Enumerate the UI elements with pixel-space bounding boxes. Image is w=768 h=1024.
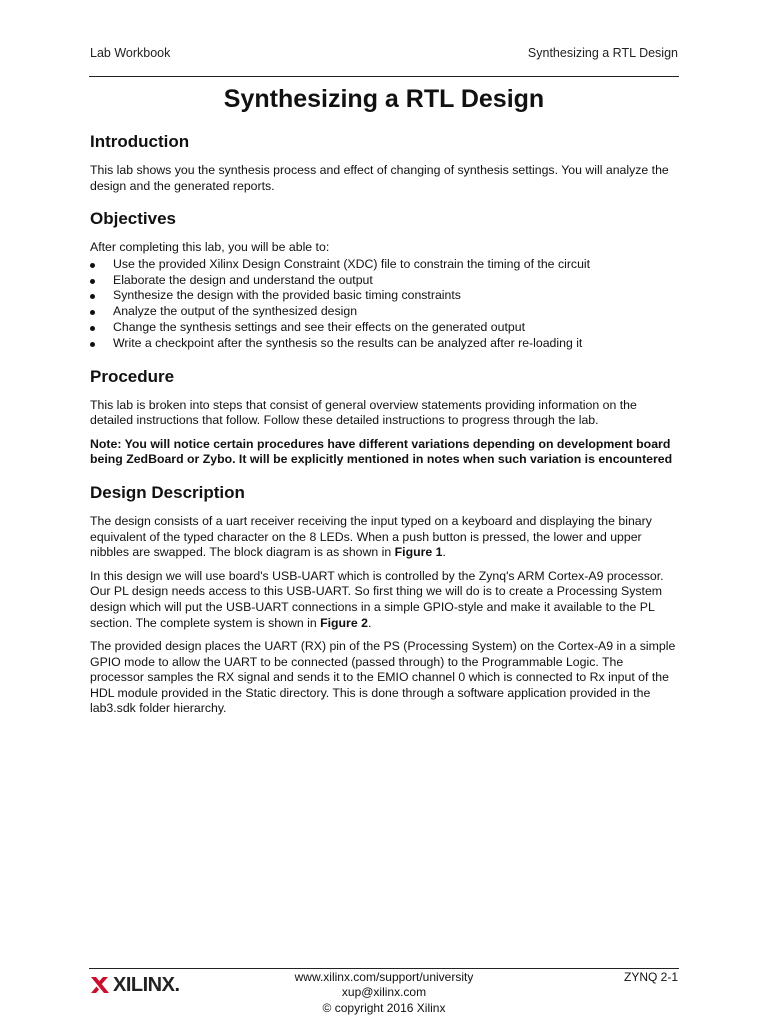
list-item-text: Analyze the output of the synthesized design: [113, 304, 358, 319]
figure-1-reference: Figure 1: [394, 545, 443, 560]
objectives-heading: Objectives: [90, 209, 176, 229]
footer-copyright: © copyright 2016 Xilinx: [322, 1000, 446, 1015]
design-paragraph-2-text: In this design we will use board's USB-UART which is controlled by the Zynq's ARM Cortex-A9 processor. Our PL design needs access to this USB-UART. So first thing we will do is to create a Processing System design which will put the USB-UART connections in a simple GPIO-style and make it available to the PL section. The complete system is shown in: [90, 568, 664, 630]
bullet-icon: [90, 342, 95, 347]
page-title: Synthesizing a RTL Design: [223, 85, 545, 113]
objectives-list: [90, 257, 678, 352]
introduction-heading: Introduction: [90, 132, 190, 151]
footer-email[interactable]: xup@xilinx.com: [341, 985, 427, 1000]
list-item: [90, 257, 678, 273]
page-number: ZYNQ 2-1: [623, 970, 678, 984]
page-content: [90, 82, 678, 725]
list-item: [90, 273, 678, 289]
figure-2-reference: Figure 2: [320, 615, 368, 630]
xilinx-logo-text: XILINX.: [113, 973, 180, 996]
design-paragraph-2: [90, 569, 678, 631]
bullet-icon: [90, 310, 95, 315]
bullet-icon: [90, 326, 95, 331]
footer-divider: [89, 968, 679, 969]
design-paragraph-1-text: The design consists of a uart receiver receiving the input typed on a keyboard and displaying the binary equivalent of the typed character on the 8 LEDs. When a push button is pressed, the lower and upper nibbles are swapped. The block diagram is as shown in: [90, 513, 652, 560]
list-item-text: Use the provided Xilinx Design Constraint (XDC) file to constrain the timing of the circuit: [113, 256, 591, 271]
list-item-text: Elaborate the design and understand the output: [113, 272, 373, 287]
bullet-icon: [90, 279, 95, 284]
list-item: [90, 336, 678, 352]
design-paragraph-2-end: .: [367, 615, 372, 630]
design-paragraph-3: The provided design places the UART (RX) pin of the PS (Processing System) on the Cortex-A9 in a simple GPIO mode to allow the UART to be connected (passed through) to the Programmable Logic. The processor samples the RX signal and sends it to the EMIO channel 0 which is connected to Rx input of the HDL module provided in the Static directory. This is done through a software application provided in the lab3.sdk folder hierarchy.: [90, 639, 676, 716]
design-paragraph-1: [90, 514, 678, 561]
objectives-lead: After completing this lab, you will be able to:: [90, 240, 330, 255]
bullet-icon: [90, 263, 95, 268]
running-header: [90, 46, 678, 60]
list-item-text: Synthesize the design with the provided basic timing constraints: [113, 288, 461, 303]
bullet-icon: [90, 294, 95, 299]
footer-url[interactable]: www.xilinx.com/support/university: [294, 970, 474, 984]
procedure-paragraph: This lab is broken into steps that consist of general overview statements providing information on the detailed instructions that follow. Follow these detailed instructions to progress through the lab.: [90, 397, 637, 428]
header-right-text: Synthesizing a RTL Design: [527, 46, 678, 60]
introduction-paragraph: This lab shows you the synthesis process and effect of changing of synthesis settings. You will analyze the design and the generated reports.: [90, 163, 669, 193]
header-divider: [89, 76, 679, 77]
list-item-text: Write a checkpoint after the synthesis so the results can be analyzed after re-loading it: [113, 335, 583, 350]
header-left-text: Lab Workbook: [90, 46, 171, 60]
design-description-heading: Design Description: [90, 482, 245, 502]
procedure-heading: Procedure: [90, 366, 175, 386]
list-item: [90, 320, 678, 336]
design-paragraph-1-end: .: [442, 545, 446, 560]
list-item: [90, 304, 678, 320]
list-item-text: Change the synthesis settings and see their effects on the generated output: [113, 319, 525, 334]
procedure-note: Note: You will notice certain procedures have different variations depending on development board being ZedBoard or Zybo. It will be explicitly mentioned in notes when such variation is encountered: [90, 436, 673, 467]
list-item: [90, 288, 678, 304]
